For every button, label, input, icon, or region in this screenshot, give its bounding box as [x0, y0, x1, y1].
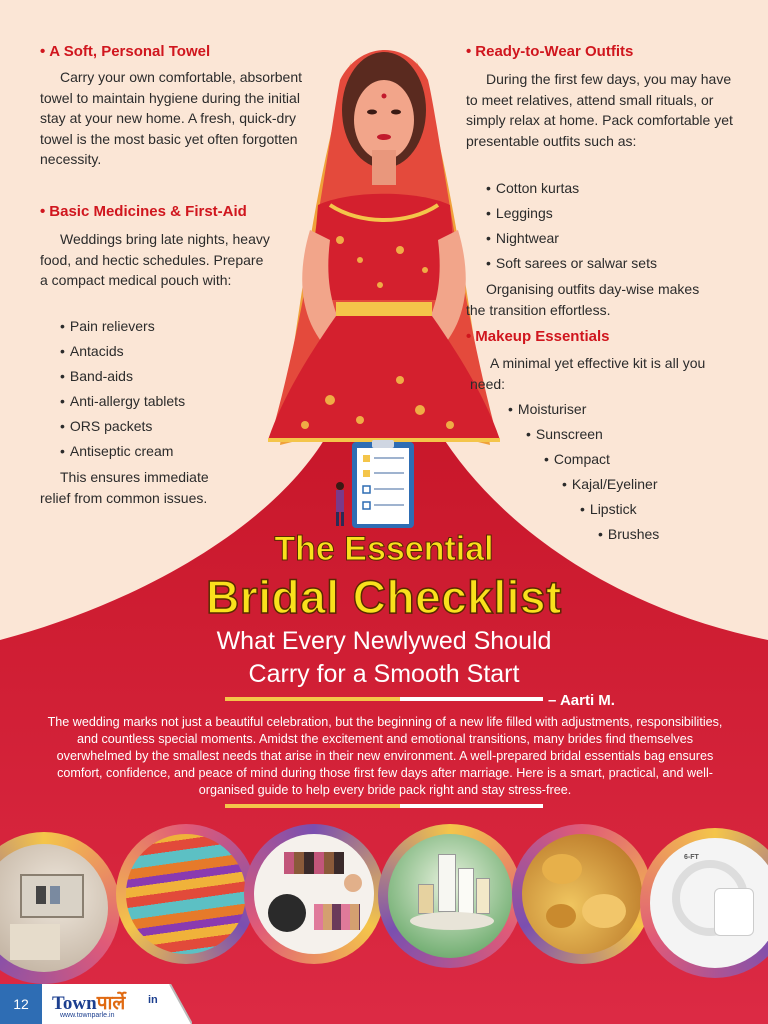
- list-item: • ORS packets: [60, 418, 152, 434]
- snacks-photo: [512, 824, 652, 964]
- makeup-text: A minimal yet effective kit is all you need:: [470, 355, 706, 392]
- logo-devanagari: पार्ले: [96, 993, 126, 1014]
- list-item: • Sunscreen: [526, 426, 603, 442]
- subtitle-line-2: Carry for a Smooth Start: [248, 660, 520, 688]
- list-item: • Cotton kurtas: [486, 180, 579, 196]
- section-body: [470, 353, 715, 394]
- list-item: • Moisturiser: [508, 401, 586, 417]
- section-heading: • Basic Medicines & First-Aid: [40, 203, 247, 220]
- charger-photo: [640, 828, 768, 978]
- outfits-closing: Organising outfits day-wise makes the transition effortless.: [466, 281, 700, 318]
- list-item: • Soft sarees or salwar sets: [486, 255, 657, 271]
- section-heading: • Makeup Essentials: [466, 328, 610, 345]
- charger-label: 6-FT: [684, 854, 699, 861]
- list-item: • Anti-allergy tablets: [60, 393, 185, 409]
- section-closing: [40, 467, 240, 508]
- photo-strip: [0, 820, 768, 980]
- list-item: • Band-aids: [60, 368, 133, 384]
- section-heading: • A Soft, Personal Towel: [40, 43, 210, 60]
- title-line-1: The Essential: [274, 530, 494, 568]
- section-heading: • Ready-to-Wear Outfits: [466, 43, 633, 60]
- list-item: • Antiseptic cream: [60, 443, 173, 459]
- section-body: [40, 229, 275, 291]
- title-line-2: Bridal Checklist: [206, 571, 562, 623]
- section-closing: [466, 279, 716, 320]
- divider: [225, 697, 543, 701]
- page-number: 12: [0, 984, 42, 1024]
- logo-latin: Town: [52, 993, 97, 1014]
- list-item: • Brushes: [598, 526, 659, 542]
- logo-url[interactable]: www.townparle.in: [60, 1012, 115, 1019]
- towel-text: Carry your own comfortable, absorbent towel to maintain hygiene during the initial stay at your new home. A fresh, quick-dry towel is the most basic yet often forgotten necessity.: [40, 69, 302, 167]
- list-item: • Lipstick: [580, 501, 637, 517]
- intro-paragraph: The wedding marks not just a beautiful celebration, but the beginning of a new life filled with adjustments, responsibilities, and countless special moments. Amidst the excitement and emotional transitions, many brides find themselves overwhelmed by the smallest needs that arise in their new environment. A well-prepared bridal essentials bag ensures comfort, confidence, and peace of mind during those first few days after marriage. Here is a smart, practical, and well-organised guide to help every bride pack right and stay stress-free.: [47, 715, 723, 797]
- list-item: • Antacids: [60, 343, 124, 359]
- medicine-closing: This ensures immediate relief from common issues.: [40, 469, 209, 506]
- list-item: • Pain relievers: [60, 318, 155, 334]
- section-body: [40, 67, 308, 170]
- folded-clothes-photo: [116, 824, 256, 964]
- section-body: [466, 69, 734, 151]
- makeup-kit-photo: [244, 824, 384, 964]
- clipboard-icon: [330, 440, 420, 530]
- subtitle-line-1: What Every Newlywed Should: [216, 627, 552, 655]
- author-name: – Aarti M.: [548, 692, 615, 709]
- skincare-bottles-photo: [378, 824, 522, 968]
- divider: [225, 804, 543, 808]
- medicine-text: Weddings bring late nights, heavy food, and hectic schedules. Prepare a compact medical pouch with:: [40, 231, 270, 288]
- list-item: • Compact: [544, 451, 610, 467]
- list-item: • Nightwear: [486, 230, 559, 246]
- first-aid-kit-photo: [0, 832, 120, 984]
- list-item: • Leggings: [486, 205, 553, 221]
- outfits-text: During the first few days, you may have to meet relatives, attend small rituals, or simply relax at home. Pack comfortable yet presentable outfits such as:: [466, 71, 733, 149]
- list-item: • Kajal/Eyeliner: [562, 476, 658, 492]
- logo-suffix: in: [148, 994, 158, 1006]
